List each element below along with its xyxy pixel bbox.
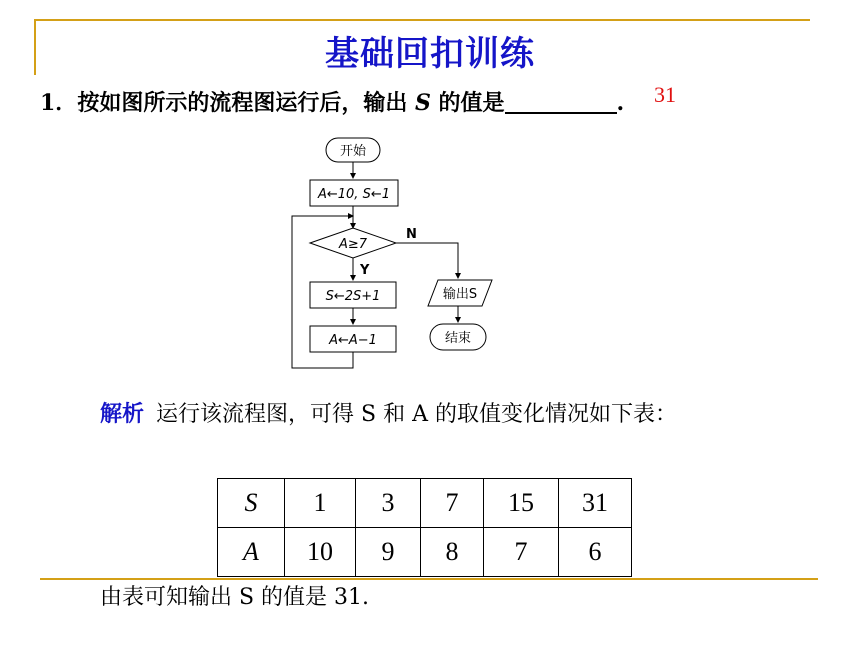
step2-label: A←A−1 <box>329 333 377 348</box>
start-label: 开始 <box>339 144 367 159</box>
table-cell: 7 <box>421 479 484 528</box>
value-table <box>217 478 632 577</box>
answer-value: 31 <box>654 82 676 107</box>
end-label: 结束 <box>444 331 472 346</box>
init-label: A←10, S←1 <box>317 187 391 202</box>
question-number: 1． <box>40 90 78 116</box>
flowchart <box>280 132 540 374</box>
table-cell: 31 <box>559 479 632 528</box>
question-text-before: 按如图所示的流程图运行后，输出 <box>77 90 415 116</box>
table-cell: 10 <box>285 528 356 577</box>
solution-paragraph <box>100 392 780 437</box>
question-line <box>40 86 624 117</box>
table-row <box>218 528 632 577</box>
table-row <box>218 479 632 528</box>
table-cell: 7 <box>484 528 559 577</box>
output-label: 输出S <box>442 287 478 302</box>
table-cell: 15 <box>484 479 559 528</box>
no-label: N <box>406 227 417 242</box>
table-cell: A <box>218 528 285 577</box>
step1-label: S←2S+1 <box>325 289 381 304</box>
condition-label: A≥7 <box>338 237 368 252</box>
question-text-after: 的值是 <box>430 90 505 116</box>
table-cell: 3 <box>356 479 421 528</box>
table-cell: 8 <box>421 528 484 577</box>
table-cell: 1 <box>285 479 356 528</box>
no-branch-line <box>396 243 458 278</box>
table-cell: 9 <box>356 528 421 577</box>
solution-label: 解析 <box>100 401 145 427</box>
slide-title: 基础回扣训练 <box>325 34 535 74</box>
answer-blank <box>505 92 617 114</box>
top-rule <box>34 19 810 21</box>
yes-label: Y <box>360 263 370 278</box>
question-var: S <box>414 90 431 116</box>
table-cell: S <box>218 479 285 528</box>
question-period: . <box>616 90 625 116</box>
solution-text: 运行该流程图，可得 S 和 A 的取值变化情况如下表： <box>156 402 677 427</box>
table-cell: 6 <box>559 528 632 577</box>
conclusion-text: 由表可知输出 S 的值是 31. <box>100 585 370 610</box>
